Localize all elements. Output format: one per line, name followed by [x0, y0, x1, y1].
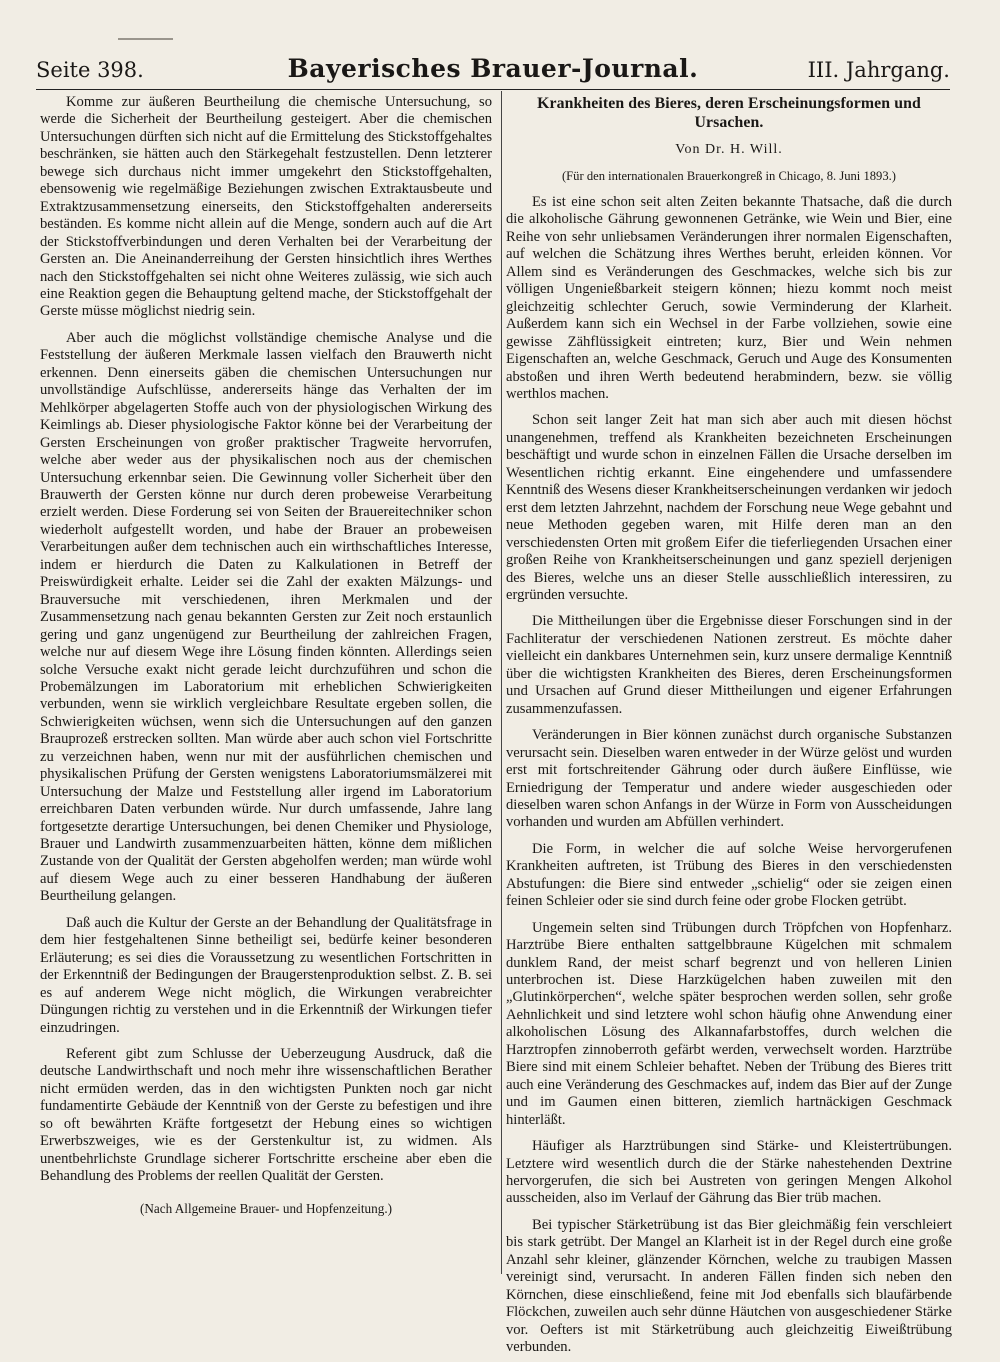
volume-label: III. Jahrgang. — [807, 58, 950, 82]
paragraph: Die Form, in welcher die auf solche Weise hervorgerufenen Krankheiten auftreten, ist Trübung des Bieres in den verschiedensten Abstufungen: die Biere sind entweder „schielig“ oder sie zeigen einen feinen Schleier oder sie sind durch feine oder grobe Flocken getrübt. — [506, 840, 952, 910]
paragraph: Häufiger als Harztrübungen sind Stärke- und Kleistertrübungen. Letztere wird wesentlich durch die der Stärke nahestehenden Dextrine hervorgerufen, die sich bei Austreten von geringen Mengen Alkohol ausscheiden, also im Verlauf der Gährung das Bier trüb machen. — [506, 1138, 952, 1207]
page-number: Seite 398. — [36, 58, 144, 82]
journal-title: Bayerisches Brauer-Journal. — [287, 54, 699, 83]
source-note: (Nach Allgemeine Brauer- und Hopfenzeitung.) — [139, 1200, 393, 1216]
paragraph: Schon seit langer Zeit hat man sich aber auch mit diesen höchst unangenehmen, treffend als Krankheiten bezeichneten Erscheinungen beschäftigt und wurde schon in einzelnen Fällen die Ursache derselben im Wesentlichen richtig erkannt. Eine eingehendere und umfassendere Kenntniß des Wesens dieser Krankheitserscheinungen verdanken wir jedoch erst dem letzten Jahrzehnt, nachdem der Forschung neue Wege gebahnt und neue Methoden gegeben waren, mit Hilfe deren man an den verschiedensten Orten mit großem Eifer die tieferliegenden Ursachen einer großen Reihe von Krankheitserscheinungen und ganz speziell derjenigen des Bieres, welche uns an dieser Stelle ausschließlich interessiren, zu ergründen versuchte. — [506, 412, 952, 603]
paragraph: Komme zur äußeren Beurtheilung die chemische Untersuchung, so werde die Sicherheit der Beurtheilung gesteigert. Aber die chemischen Untersuchungen dürften sich nicht auf die Ermittelung des Stickstoffgehaltes beschränken, sie hätten auch den Stärkegehalt festzustellen. Denn letzterer bewege sich durchaus nicht immer umgekehrt den Stickstoffgehalten, ebensowenig wie regelmäßige Beziehungen zwischen Extraktausbeute und Extraktzusammensetzung einerseits, den Stickstoffgehalten andererseits beständen. Es komme nicht allein auf die Menge, sondern auch auf die Art der Stickstoffverbindungen und deren Verhalten bei der Verarbeitung der Gersten an. Die Aneinanderreihung der Gersten hinsichtlich ihres Werthes nach den Stickstoffgehalten sei nicht ohne Weiteres zulässig, wie sich auch eine Reaktion gegen die Behauptung geltend mache, der Stickstoffgehalt der Gerste müsse möglichst niedrig sein. — [40, 94, 492, 320]
paragraph: Daß auch die Kultur der Gerste an der Behandlung der Qualitätsfrage in dem hier festgehaltenen Sinne betheiligt sei, bedürfe keiner besonderen Erläuterung; es sei dies die Voraussetzung zu wesentlichen Fortschritten in der Erkenntniß der Bedingungen der Braugerstenproduktion selbst. Z. B. sei es auf anderem Wege nicht möglich, die Wirkungen verabreichter Düngungen richtig zu verstehen und in die Erkenntniß der Wirkungen tiefer einzudringen. — [40, 914, 492, 1036]
paragraph: Referent gibt zum Schlusse der Ueberzeugung Ausdruck, daß die deutsche Landwirthschaft und noch mehr ihre wissenschaftlichen Berather nicht ermüden werden, das in den wichtigsten Punkten noch gar nicht fundamentirte Gebäude der Kenntniß von der Gerste zu befestigen und ihre so oft bewährten Kräfte fortgesetzt der Hebung eines so wichtigen Erwerbszweiges, wie es der Gerstenkultur ist, zu widmen. Als unentbehrlichste Grundlage sicherer Fortschritte erscheine aber eben die Behandlung des Problems der reellen Qualität der Gersten. — [40, 1046, 492, 1185]
paragraph: Ungemein selten sind Trübungen durch Tröpfchen von Hopfenharz. Harztrübe Biere enthalten sattgelbbraune Kügelchen mit schmalem dunklem Rand, der meist scharf begrenzt und von helleren Linien unterbrochen ist. Diese Harzkügelchen haben zuweilen mit den „Glutinkörperchen“, welche später besprochen werden sollen, sehr große Aehnlichkeit und sind letztere wohl schon häufig ohne Anwendung einer alkoholischen Lösung des Alkannafarbstoffes, durch welchen die Harztropfen zinnoberroth gefärbt werden, verwechselt worden. Harztrübe Biere sind mit einem Schleier behaftet. Neben der Trübung des Bieres tritt auch eine Veränderung des Geschmackes auf, indem das Bier auf der Zunge und im Gaumen einen bitteren, ziemlich hartnäckigen Geschmack hinterläßt. — [506, 919, 952, 1128]
paragraph: Die Mittheilungen über die Ergebnisse dieser Forschungen sind in der Fachliteratur der verschiedenen Nationen zerstreut. Es möchte daher vielleicht ein dankbares Unternehmen sein, kurz unsere dermalige Kenntniß über die wichtigsten Krankheiten des Bieres, deren Erscheinungsformen und Ursachen auf Grund dieser Mittheilungen und eigener Erfahrungen zusammenzufassen. — [506, 613, 952, 717]
author-byline: Von Dr. H. Will. — [675, 142, 783, 157]
scan-smudge — [118, 38, 173, 40]
paragraph: Bei typischer Stärketrübung ist das Bier gleichmäßig fein verschleiert bis stark getrübt. Der Mangel an Klarheit ist in der Regel durch eine große Anzahl sehr kleiner, glänzender Körnchen, welche zu traubigen Massen vereinigt sind, verursacht. In anderen Fällen finden sich neben den Körnchen, diese einschließend, feine mit Jod ebenfalls sich blaufärbende Flöckchen, zuweilen auch sehr dünne Häutchen von ausgeschiedener Stärke vor. Oefters ist mit Stärketrübung auch gleichzeitig Eiweißtrübung verbunden. — [506, 1216, 952, 1356]
header-rule — [36, 89, 950, 90]
left-column — [40, 94, 492, 1217]
congress-note: (Für den internationalen Brauerkongreß in Chicago, 8. Juni 1893.) — [561, 169, 896, 183]
page-header — [36, 54, 950, 88]
paragraph: Es ist eine schon seit alten Zeiten bekannte Thatsache, daß die durch die alkoholische Gährung gewonnenen Getränke, wie Wein und Bier, eine Reihe von sehr unliebsamen Veränderungen ihrer normalen Eigenschaften, auf welchen die Schätzung ihres Werthes beruht, erleiden können. Vor Allem sind es Veränderungen des Geschmackes, welche sich bis zur völligen Ungenießbarkeit steigern können; hiezu kommt noch meist gleichzeitig schlechter Geruch, sowie Verminderung der Klarheit. Außerdem kann sich ein Wechsel in der Farbe vollziehen, sowie eine gewisse Zähflüssigkeit eintreten; kurz, Bier und Wein nehmen Eigenschaften an, welche Geschmack, Geruch und Auge des Konsumenten abstoßen und ihren Werth bedeutend herabmindern, bezw. sie völlig werthlos machen. — [506, 194, 952, 402]
paragraph: Aber auch die möglichst vollständige chemische Analyse und die Feststellung der äußeren Merkmale lassen vielfach den Brauwerth nicht erkennen. Denn einerseits gäben die chemischen Untersuchungen nur unvollständige Aufschlüsse, andererseits hänge das Verhalten der im Mehlkörper abgelagerten Stoffe auch von der physiologischen Wirkung des Keimlings ab. Dieser physiologische Faktor könne bei der Verarbeitung der Gersten Erscheinungen von großer praktischer Tragweite hervorrufen, welche aber weder aus der physikalischen noch aus der chemischen Untersuchung erkennbar seien. Die Gewinnung voller Sicherheit über den Brauwerth der Gersten könne nur durch deren probeweise Verarbeitung erzielt werden. Diese Forderung sei von Seiten der Brauereitechniker schon wiederholt aufgestellt worden, und habe der Brauer an probeweisen Verarbeitungen außer dem technischen auch ein wirthschaftliches Interesse, indem er hierdurch die Daten zu Kalkulationen in Betreff der Preiswürdigkeit erhalte. Leider sei die Zahl der exakten Mälzungs- und Brauversuche mit verschiedenen, ihren Merkmalen und der Zusammensetzung nach genau bekannten Gersten zur Zeit noch erstaunlich gering und ganz ungenügend zur Beurtheilung der zahlreichen Fragen, welche nur auf diesem Wege ihre Lösung finden könnten. Allerdings seien solche Versuche exakt nicht gerade leicht durchzuführen und schon die Probemälzungen im Laboratorium mit erheblichen Schwierigkeiten verbunden, wenn sie wirklich vergleichbare Resultate ergeben sollen, die Schwierigkeiten wüchsen, wenn sich die Untersuchungen auf den ganzen Brauprozeß erstrecken sollten. Man würde aber auch schon viel Fortschritte zu verzeichnen haben, wenn nur mit der ausführlichen chemischen und physikalischen Prüfung der Gersten wenigstens Laboratoriumsmälzerei mit Untersuchung der Malze und Feststellung aller irgend im Laboratorium erreichbaren Daten verbunden würde. Nur durch umfassende, Jahre lang fortgesetzte derartige Untersuchungen, bei denen Chemiker und Physiologe, Brauer und Landwirth zusammenzuarbeiten hätten, könne dem mißlichen Zustande von der Qualität der Gersten abgeholfen werden; man würde wohl auf diesem Wege auch zu einer besseren Handhabung der äußeren Beurtheilung gelangen. — [40, 329, 492, 905]
right-column — [506, 94, 952, 1357]
column-divider — [501, 91, 502, 1274]
article-title: Krankheiten des Bieres, deren Erscheinungsformen und Ursachen. — [537, 95, 921, 131]
paragraph: Veränderungen in Bier können zunächst durch organische Substanzen verursacht sein. Dieselben waren entweder in der Würze gelöst und wurden erst mit fortschreitender Gährung oder durch äußere Einflüsse, wie Erniedrigung der Temperatur und andere wieder ausgeschieden oder dieselben waren schon Anfangs in der Würze in Form von Ausscheidungen vorhanden und wurden am Abfüllen verhindert. — [506, 727, 952, 831]
